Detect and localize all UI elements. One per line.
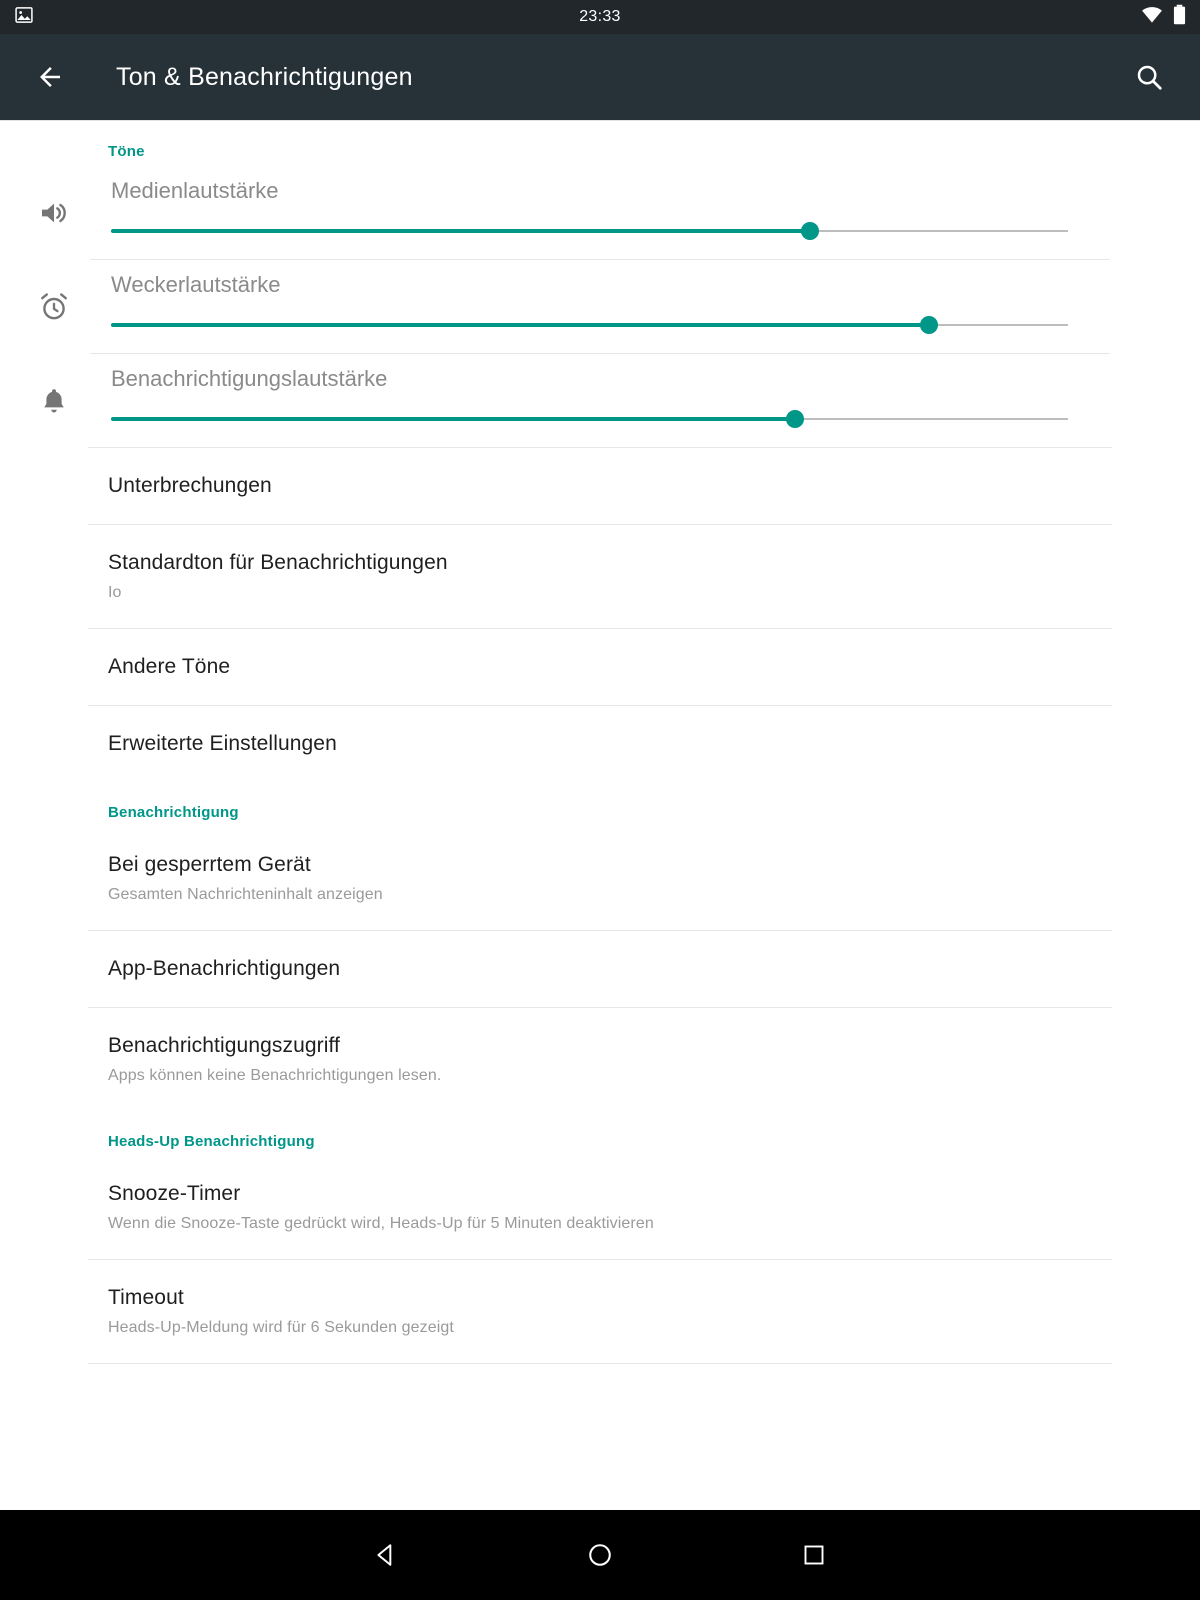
slider-thumb-alarm-volume[interactable]	[920, 316, 938, 334]
list-item-title: Standardton für Benachrichtigungen	[108, 551, 448, 574]
slider-body-media-volume	[108, 166, 1200, 242]
back-arrow-icon[interactable]	[22, 49, 78, 105]
nav-home-icon[interactable]	[573, 1528, 627, 1582]
slider-track-media-volume[interactable]	[111, 220, 1068, 242]
slider-track-fill	[111, 323, 929, 327]
slider-body-alarm-volume	[108, 260, 1200, 336]
slider-thumb-notification-volume[interactable]	[786, 410, 804, 428]
section-header-tones: Töne	[108, 143, 145, 160]
status-bar-right	[1141, 4, 1186, 30]
section-header-notification: Benachrichtigung	[108, 804, 239, 821]
slider-label-alarm-volume: Weckerlautstärke	[111, 272, 281, 297]
list-item-subtitle: Apps können keine Benachrichtigungen lesen.	[108, 1067, 442, 1084]
list-item-title: Bei gesperrtem Gerät	[108, 853, 311, 876]
list-item-unterbrechungen[interactable]	[0, 448, 1200, 524]
slider-label-media-volume: Medienlautstärke	[111, 178, 279, 203]
list-item-title: Unterbrechungen	[108, 474, 272, 497]
list-item-snooze-timer[interactable]	[0, 1156, 1200, 1259]
list-item-title: Benachrichtigungszugriff	[108, 1034, 340, 1057]
slider-track-fill	[111, 417, 795, 421]
wifi-icon	[1141, 6, 1163, 29]
status-bar-clock: 23:33	[579, 8, 621, 25]
list-item-subtitle: Wenn die Snooze-Taste gedrückt wird, Heads-Up für 5 Minuten deaktivieren	[108, 1215, 654, 1232]
slider-row-notification-volume[interactable]	[0, 354, 1200, 447]
search-icon[interactable]	[1124, 52, 1174, 102]
status-bar	[0, 0, 1200, 34]
list-item-app-benachrichtigungen[interactable]	[0, 931, 1200, 1007]
list-item-standardton[interactable]	[0, 525, 1200, 628]
list-item-andere-toene[interactable]	[0, 629, 1200, 705]
slider-row-alarm-volume[interactable]	[0, 260, 1200, 353]
settings-list	[0, 120, 1200, 1510]
list-item-erweiterte-einstellungen[interactable]	[0, 706, 1200, 782]
list-item-title: App-Benachrichtigungen	[108, 957, 341, 980]
slider-track-alarm-volume[interactable]	[111, 314, 1068, 336]
navigation-bar	[0, 1510, 1200, 1600]
alarm-clock-icon	[0, 260, 108, 353]
slider-body-notification-volume	[108, 354, 1200, 430]
slider-track-notification-volume[interactable]	[111, 408, 1068, 430]
slider-label-notification-volume: Benachrichtigungslautstärke	[111, 366, 388, 391]
slider-track-fill	[111, 229, 810, 233]
list-item-benachrichtigungszugriff[interactable]	[0, 1008, 1200, 1111]
page-title: Ton & Benachrichtigungen	[116, 62, 413, 91]
slider-thumb-media-volume[interactable]	[801, 222, 819, 240]
list-item-timeout[interactable]	[0, 1260, 1200, 1363]
volume-icon	[0, 166, 108, 259]
list-item-subtitle: Io	[108, 584, 122, 601]
list-item-title: Timeout	[108, 1286, 184, 1309]
action-bar	[0, 34, 1200, 120]
list-item-subtitle: Gesamten Nachrichteninhalt anzeigen	[108, 886, 383, 903]
bell-icon	[0, 354, 108, 447]
list-item-subtitle: Heads-Up-Meldung wird für 6 Sekunden gezeigt	[108, 1319, 454, 1336]
section-header-headsup: Heads-Up Benachrichtigung	[108, 1133, 315, 1150]
slider-row-media-volume[interactable]	[0, 166, 1200, 259]
list-item-title: Snooze-Timer	[108, 1182, 241, 1205]
battery-icon	[1173, 4, 1186, 30]
list-item-title: Andere Töne	[108, 655, 231, 678]
nav-back-icon[interactable]	[359, 1528, 413, 1582]
list-item-title: Erweiterte Einstellungen	[108, 732, 337, 755]
list-item-bei-gesperrtem-geraet[interactable]	[0, 827, 1200, 930]
nav-recents-icon[interactable]	[787, 1528, 841, 1582]
divider	[88, 1363, 1112, 1364]
